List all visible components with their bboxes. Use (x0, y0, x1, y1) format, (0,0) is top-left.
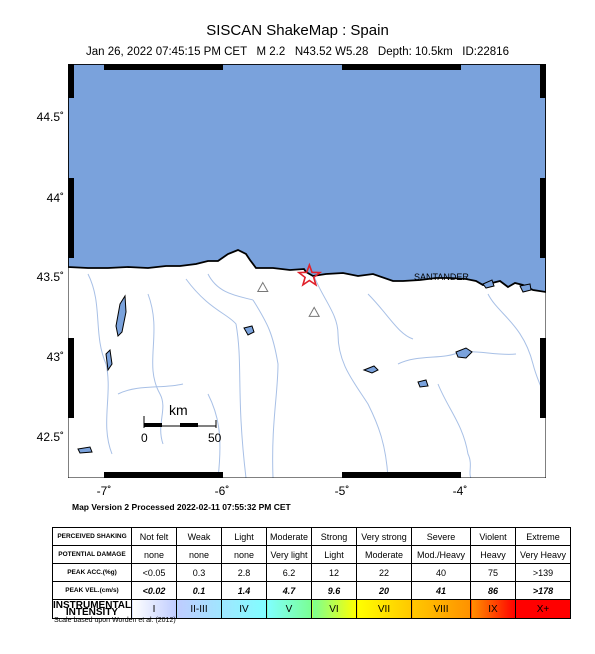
scale-start: 0 (141, 431, 148, 445)
legend-cell: 20 (357, 582, 412, 600)
x-tick-label: -4˚ (452, 484, 468, 498)
legend-row-header: PEAK ACC.(%g) (53, 564, 132, 582)
intensity-cell: II-III (177, 600, 222, 619)
legend-cell: Very light (267, 546, 312, 564)
legend-cell: 4.7 (267, 582, 312, 600)
legend-cell: Severe (412, 528, 471, 546)
legend-cell: 40 (412, 564, 471, 582)
legend-cell: 22 (357, 564, 412, 582)
legend-cell: Very Heavy (516, 546, 571, 564)
legend-cell: 75 (471, 564, 516, 582)
legend-cell: 1.4 (222, 582, 267, 600)
legend-cell: 41 (412, 582, 471, 600)
y-tick-label: 42.5˚ (36, 430, 64, 444)
intensity-cell: VIII (412, 600, 471, 619)
legend-cell: Strong (312, 528, 357, 546)
legend-row-header: PEAK VEL.(cm/s) (53, 582, 132, 600)
scale-end: 50 (208, 431, 222, 445)
legend-cell: Extreme (516, 528, 571, 546)
legend-cell: >139 (516, 564, 571, 582)
y-tick-label: 43.5˚ (36, 270, 64, 284)
legend-cell: 2.8 (222, 564, 267, 582)
legend-row-header: POTENTIAL DAMAGE (53, 546, 132, 564)
legend-cell: <0.05 (132, 564, 177, 582)
legend-row-header: PERCEIVED SHAKING (53, 528, 132, 546)
legend-cell: 0.3 (177, 564, 222, 582)
intensity-row (53, 600, 571, 619)
legend-cell: Mod./Heavy (412, 546, 471, 564)
legend-cell: Weak (177, 528, 222, 546)
legend-cell: none (222, 546, 267, 564)
map-title: SISCAN ShakeMap : Spain (206, 22, 389, 39)
intensity-cell: VII (357, 600, 412, 619)
intensity-cell: IV (222, 600, 267, 619)
legend-row (53, 546, 571, 564)
legend-cell: Violent (471, 528, 516, 546)
legend-cell: <0.02 (132, 582, 177, 600)
legend-cell: none (177, 546, 222, 564)
y-tick-label: 44.5˚ (36, 110, 64, 124)
intensity-cell: V (267, 600, 312, 619)
legend-cell: 6.2 (267, 564, 312, 582)
intensity-cell: VI (312, 600, 357, 619)
x-tick-label: -6˚ (214, 484, 230, 498)
event-info: Jan 26, 2022 07:45:15 PM CET M 2.2 N43.52 W5.28 Depth: 10.5km ID:22816 (86, 46, 509, 58)
legend-cell: Heavy (471, 546, 516, 564)
intensity-cell: I (132, 600, 177, 619)
x-tick-label: -5˚ (334, 484, 350, 498)
legend-row-header: INSTRUMENTAL INTENSITY (53, 600, 132, 618)
legend-cell: Very strong (357, 528, 412, 546)
legend-cell: Moderate (357, 546, 412, 564)
y-tick-label: 43˚ (46, 350, 64, 364)
y-tick-label: 44˚ (46, 191, 64, 205)
intensity-cell: IX (471, 600, 516, 619)
legend-cell: 86 (471, 582, 516, 600)
legend-cell: Not felt (132, 528, 177, 546)
scale-credit: Scale based upon Worden et al. (2012) (54, 617, 176, 624)
legend-cell: none (132, 546, 177, 564)
x-tick-label: -7˚ (96, 484, 112, 498)
shakemap[interactable] (68, 64, 546, 478)
legend-cell: Light (312, 546, 357, 564)
city-label-santander: SANTANDER (414, 272, 469, 282)
legend-cell: Light (222, 528, 267, 546)
legend-cell: >178 (516, 582, 571, 600)
legend-row (53, 528, 571, 546)
legend-cell: Moderate (267, 528, 312, 546)
intensity-legend (52, 527, 571, 619)
legend-cell: 0.1 (177, 582, 222, 600)
sea-area (68, 64, 546, 292)
scale-unit: km (169, 402, 188, 418)
legend-row (53, 582, 571, 600)
legend-row (53, 564, 571, 582)
processed-info: Map Version 2 Processed 2022-02-11 07:55:32 PM CET (72, 502, 291, 512)
legend-cell: 12 (312, 564, 357, 582)
intensity-cell: X+ (516, 600, 571, 619)
legend-cell: 9.6 (312, 582, 357, 600)
